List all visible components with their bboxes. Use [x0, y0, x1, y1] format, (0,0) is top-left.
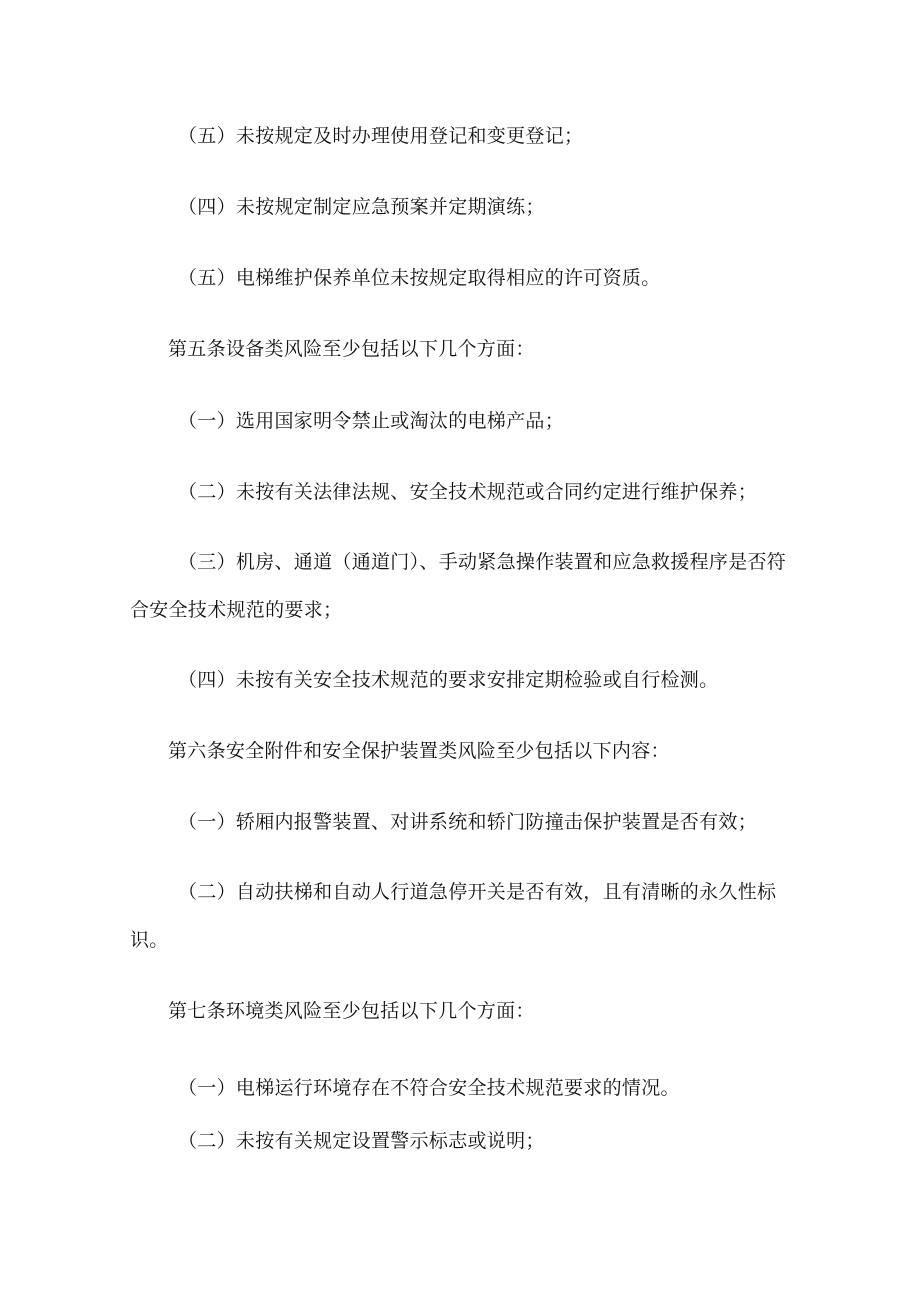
paragraph-warning-signs: （二）未按有关规定设置警示标志或说明； — [178, 1130, 545, 1152]
paragraph-maintenance-license: （五）电梯维护保养单位未按规定取得相应的许可资质。 — [178, 267, 661, 289]
paragraph-periodic-inspection: （四）未按有关安全技术规范的要求安排定期检验或自行检测。 — [178, 669, 719, 691]
article-6-heading: 第六条安全附件和安全保护装置类风险至少包括以下内容： — [168, 740, 670, 762]
article-7-heading: 第七条环境类风险至少包括以下几个方面： — [168, 1000, 535, 1022]
paragraph-banned-products: （一）选用国家明令禁止或淘汰的电梯产品； — [178, 410, 565, 432]
paragraph-registration: （五）未按规定及时办理使用登记和变更登记； — [178, 125, 584, 147]
paragraph-escalator-stop: （二）自动扶梯和自动人行道急停开关是否有效，且有清晰的永久性标识。 — [130, 881, 777, 951]
paragraph-car-alarm: （一）轿厢内报警装置、对讲系统和轿门防撞击保护装置是否有效； — [178, 811, 758, 833]
paragraph-emergency-plan: （四）未按规定制定应急预案并定期演练； — [178, 196, 545, 218]
paragraph-operating-environment: （一）电梯运行环境存在不符合安全技术规范要求的情况。 — [178, 1077, 680, 1099]
article-5-heading: 第五条设备类风险至少包括以下几个方面： — [168, 338, 535, 360]
paragraph-maintenance-contract: （二）未按有关法律法规、安全技术规范或合同约定进行维护保养； — [178, 481, 758, 503]
paragraph-machine-room: （三）机房、通道（通道门）、手动紧急操作装置和应急救援程序是否符合安全技术规范的要求； — [130, 551, 787, 621]
